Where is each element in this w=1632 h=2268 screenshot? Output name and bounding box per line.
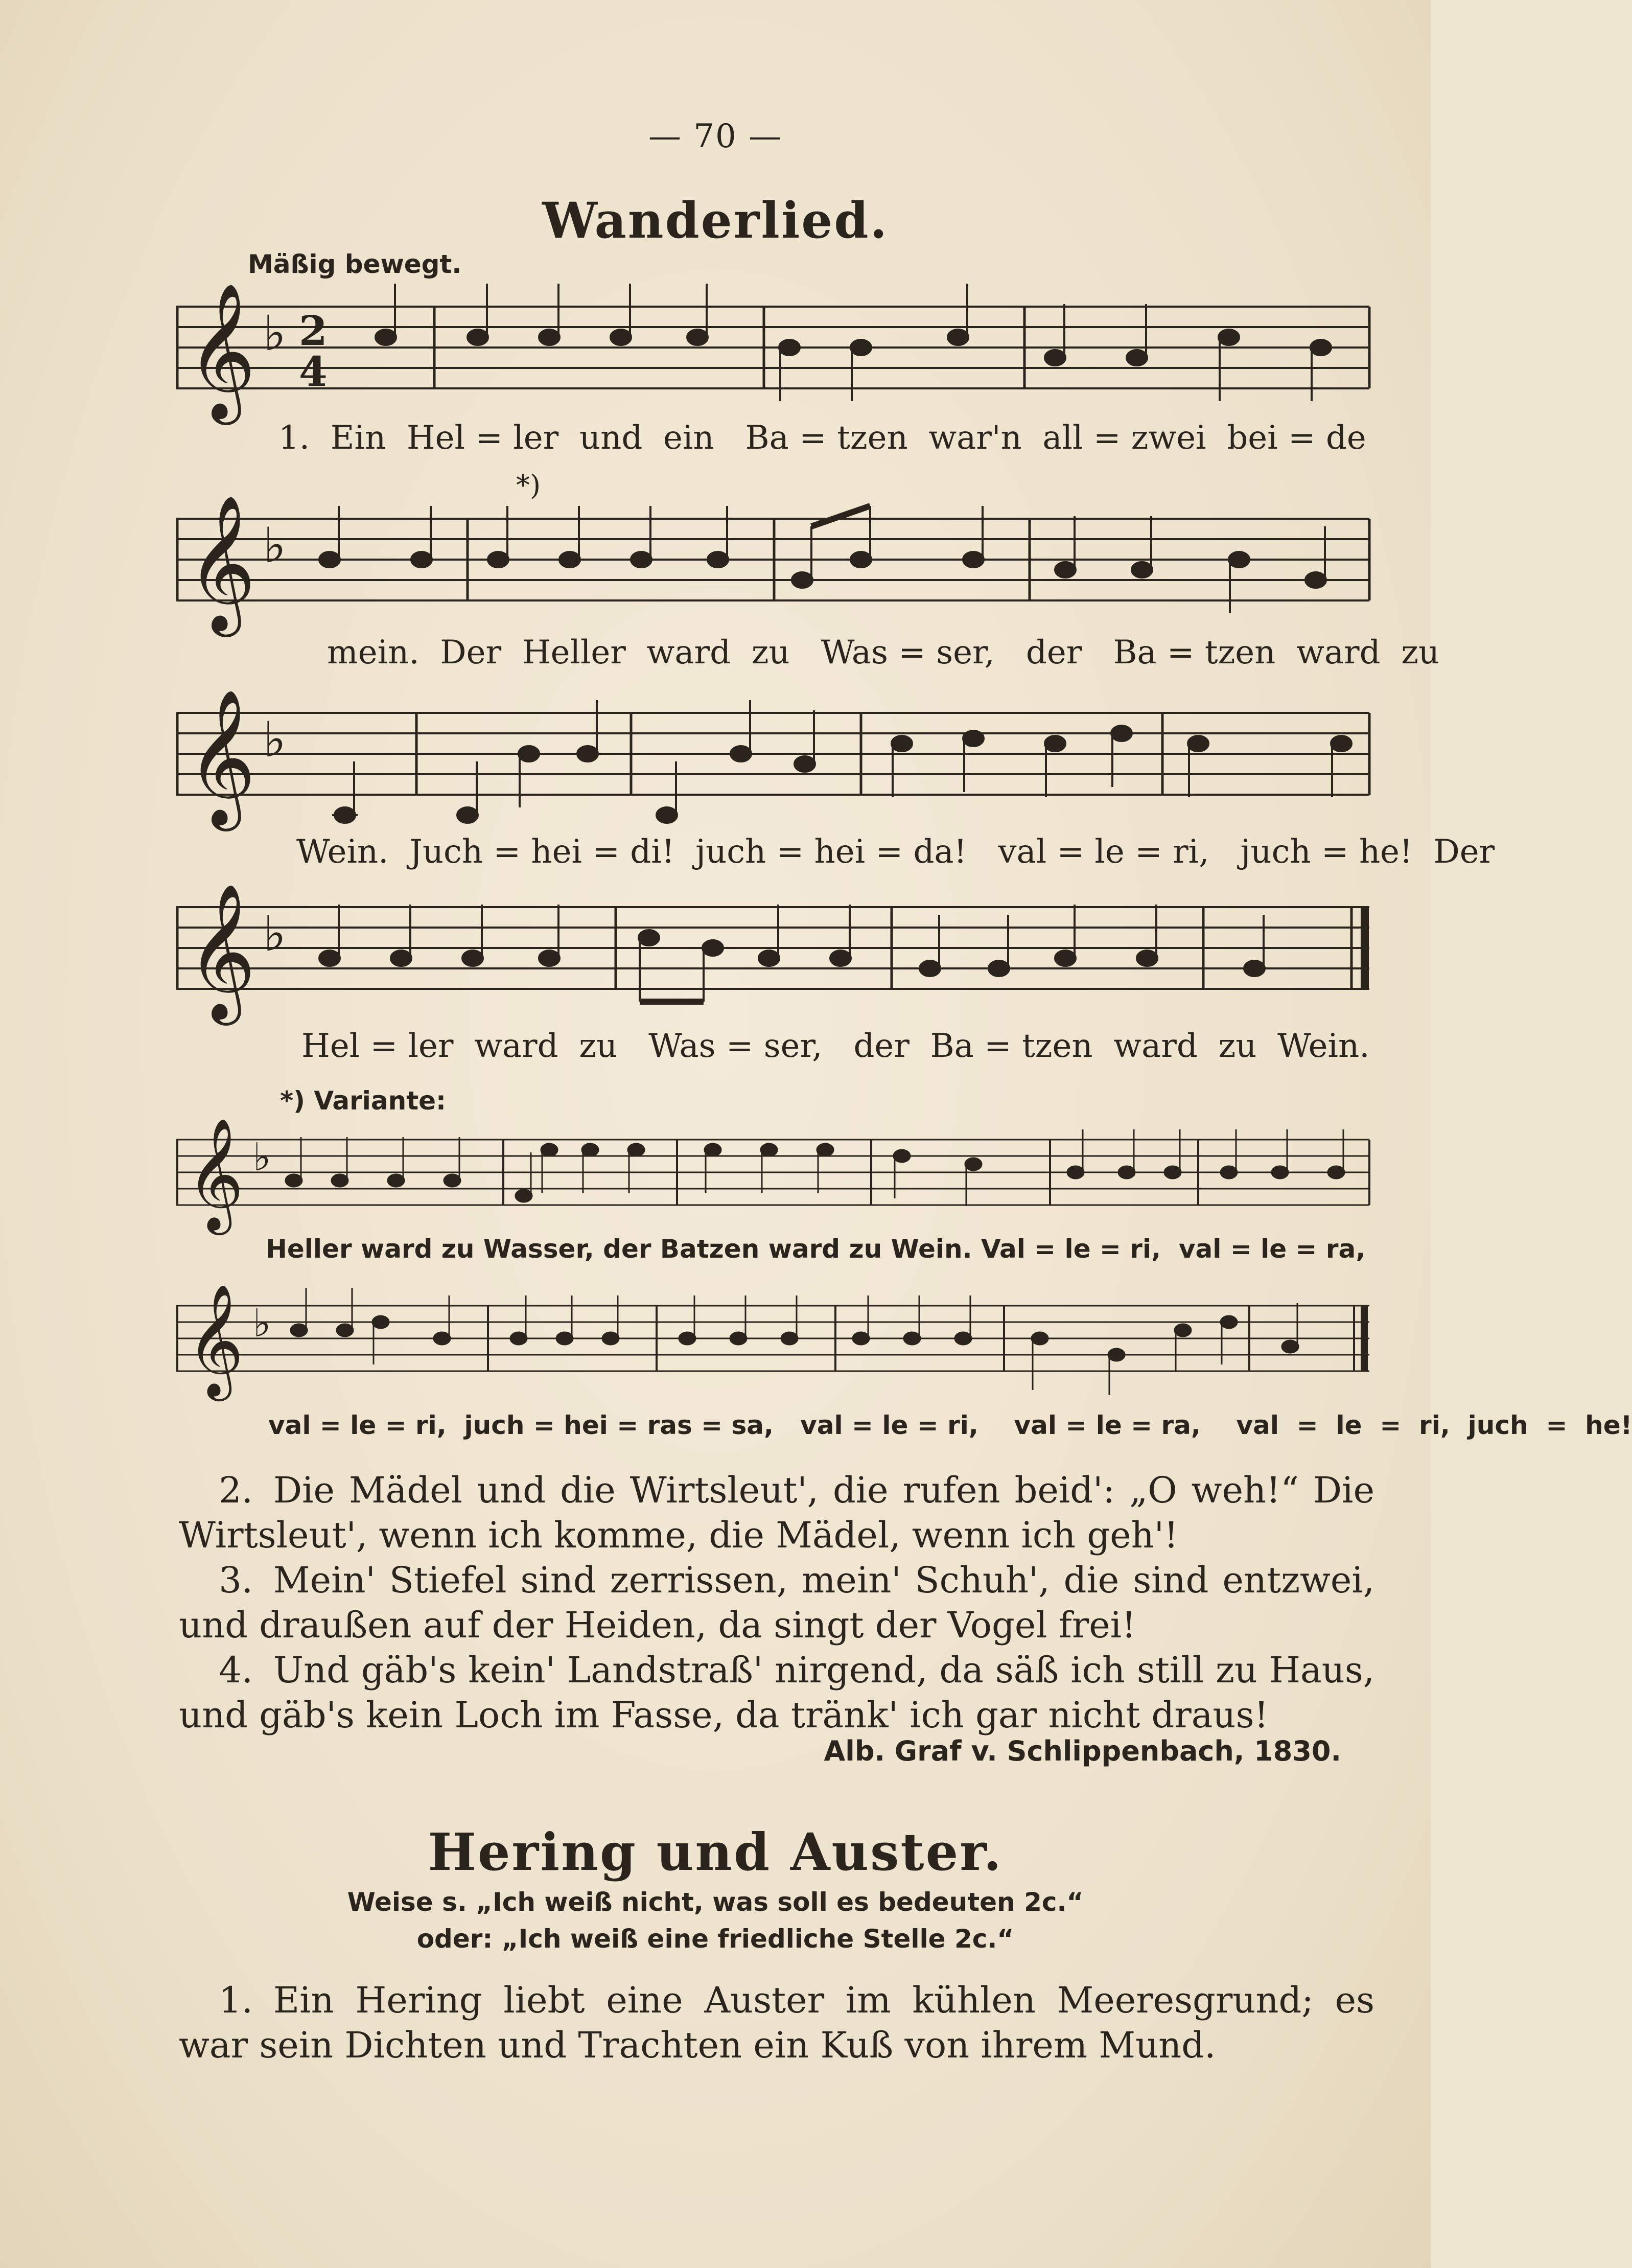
song2-title: Hering und Auster. [428, 1822, 1003, 1882]
music-staff-2 [176, 495, 1372, 631]
svg-text:𝄞: 𝄞 [186, 1283, 244, 1396]
variant-staff-svg-2 [176, 1285, 1372, 1403]
svg-text:♭: ♭ [253, 1301, 271, 1346]
tempo-marking: Mäßig bewegt. [248, 249, 462, 279]
staff-svg-3 [176, 689, 1372, 825]
music-staff-4 [176, 883, 1372, 1020]
music-staff-3 [176, 689, 1372, 825]
verse-2 [179, 1468, 1374, 1558]
svg-text:𝄞: 𝄞 [186, 495, 256, 631]
svg-text:♭: ♭ [263, 518, 286, 574]
variant-staff-1 [176, 1119, 1372, 1237]
lyric-line-3: Wein. Juch = hei = di! juch = hei = da! val = le = ri, juch = he! Der [296, 833, 1495, 871]
time-sig-top: 2 [299, 307, 328, 355]
svg-text:♭: ♭ [253, 1135, 271, 1179]
svg-text:𝄞: 𝄞 [186, 883, 256, 1020]
verse-text: Die Mädel und die Wirtsleut', die rufen beid': „O weh!“ Die Wirtsleut', wenn ich komme, die Mädel, wenn ich geh'! [179, 1469, 1374, 1556]
verse-3 [179, 1558, 1374, 1648]
lyric-line-2: mein. Der Heller ward zu Was = ser, der Ba = tzen ward zu [327, 634, 1440, 672]
treble-clef-icon: 𝄞 [186, 283, 256, 419]
melody-note-2: oder: „Ich weiß eine friedliche Stelle 2c.“ [416, 1924, 1014, 1954]
song-title: Wanderlied. [542, 192, 889, 249]
verse-4 [179, 1648, 1374, 1738]
variant-staff-svg-1 [176, 1119, 1372, 1237]
verse-text: Und gäb's kein' Landstraß' nirgend, da säß ich still zu Haus, und gäb's kein Loch im Fasse, da tränk' ich gar nicht draus! [179, 1649, 1374, 1736]
svg-text:𝄞: 𝄞 [186, 1117, 244, 1230]
notes [376, 284, 1331, 401]
staff-svg-2 [176, 495, 1372, 631]
lyric-line-4: Hel = ler ward zu Was = ser, der Ba = tzen ward zu Wein. [301, 1027, 1370, 1065]
staff-svg-1 [176, 283, 1372, 419]
svg-text:♭: ♭ [263, 712, 286, 768]
variant-lyric-line-2: val = le = ri, juch = hei = ras = sa, val = le = ri, val = le = ra, val = le = ri, juch = he! [268, 1410, 1632, 1440]
svg-text:♭: ♭ [263, 906, 286, 962]
verse-number: 1. [219, 1979, 253, 2021]
staff-lines [176, 307, 1369, 388]
attribution: Alb. Graf v. Schlippenbach, 1830. [824, 1735, 1341, 1767]
verse-text: Mein' Stiefel sind zerrissen, mein' Schuh', die sind entzwei, und draußen auf der Heiden, da singt der Vogel frei! [179, 1559, 1374, 1646]
variant-lyric-line-1: Heller ward zu Wasser, der Batzen ward zu Wein. Val = le = ri, val = le = ra, [266, 1234, 1366, 1264]
verse-number: 3. [219, 1559, 253, 1601]
melody-note-1: Weise s. „Ich weiß nicht, was soll es bedeuten 2c.“ [347, 1887, 1084, 1917]
time-sig-bottom: 4 [299, 348, 328, 396]
music-staff-1 [176, 283, 1372, 419]
verse-number: 2. [219, 1469, 253, 1511]
staff-svg-4 [176, 883, 1372, 1020]
verse-number: 4. [219, 1649, 253, 1691]
lyric-line-1: 1. Ein Hel = ler und ein Ba = tzen war'n all = zwei bei = de [278, 419, 1366, 457]
flat-icon: ♭ [263, 306, 286, 362]
variant-label: *) Variante: [280, 1086, 447, 1116]
svg-text:𝄞: 𝄞 [186, 689, 256, 825]
variant-staff-2 [176, 1285, 1372, 1403]
footnote-marker: *) [516, 469, 541, 501]
song2-verse-1 [179, 1978, 1374, 2068]
page-number: — 70 — [648, 118, 783, 155]
verse-text: Ein Hering liebt eine Auster im kühlen Meeresgrund; es war sein Dichten und Trachten ein Kuß von ihrem Mund. [179, 1979, 1374, 2066]
